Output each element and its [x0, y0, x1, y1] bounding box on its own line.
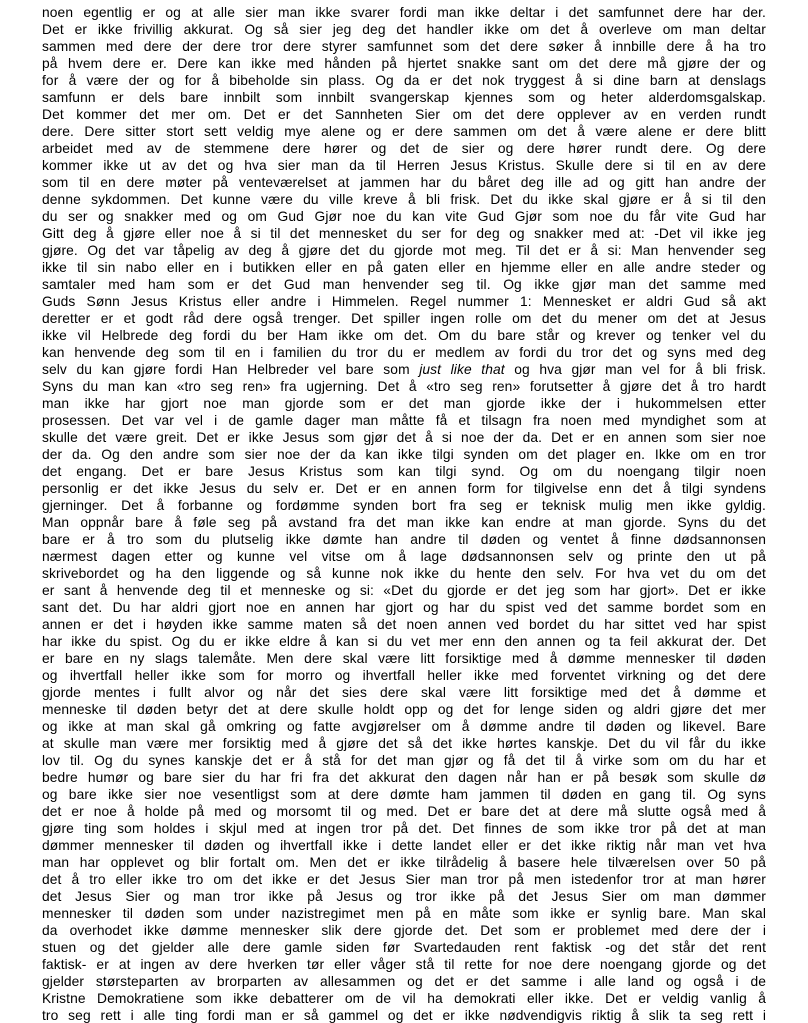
text-line: personlig er det ikke Jesus du selv er. Det er en annen form for tilgivelse enn det å tilgi syndens	[42, 481, 766, 496]
text-line: bare er å tro som du plutselig ikke dømte han andre til døden og ventet å finne dødsannonsen	[42, 532, 766, 547]
text-line: stuen og det gjelder alle dere gamle siden før Svartedauden rent faktisk -og det står det rent	[42, 940, 766, 955]
text-line: gjøre ting som holdes i skjul med at ingen tror på det. Det finnes de som ikke tror på det at man	[42, 821, 766, 836]
text-line: kan henvende deg som til en i familien du tror du er medlem av fordi du tror det og syns med deg	[42, 345, 766, 360]
text-line: på hvem dere er. Dere kan ikke med hånden på hjertet snakke sant om det dere må gjøre der og	[42, 56, 766, 71]
text-line: der da. Og den andre som sier noe der da kan ikke tilgi synden om det plager en. Ikke om en tror	[42, 447, 766, 462]
text-line: gjøre. Og det var tåpelig av deg å gjøre det du gjorde mot meg. Til det er å si: Man henvender seg	[42, 243, 766, 258]
text-line: Det kommer det mer om. Det er det Sannheten Sier om det dere opplever av en verden rundt	[42, 107, 766, 122]
text-line: tro seg rett i alle ting fordi man er så gammel og det er ikke nødvendigvis riktig å slik ta seg rett i	[42, 1008, 766, 1023]
text-line: noen egentlig er og at alle sier man ikke svarer fordi man ikke deltar i det samfunnet dere har der.	[42, 5, 766, 20]
text-line: gjerninger. Det å forbanne og fordømme synden bort fra seg er teknisk mulig men ikke gyldig.	[42, 498, 766, 513]
text-line: skrivebordet og ha den liggende og så kunne nok ikke du hente den selv. For hva vet du om det	[42, 566, 766, 581]
text-line: samtaler med ham som er det Gud man henvender seg til. Og ikke gjør man det samme med	[42, 277, 766, 292]
text-line: lov til. Og du synes kanskje det er å stå for det man gjør og få det til å virke som om du har et	[42, 753, 766, 768]
text-line: Det er ikke frivillig akkurat. Og så sier jeg deg det handler ikke om det å overleve om man deltar	[42, 22, 766, 37]
text-line: det Jesus Sier og man tror ikke på Jesus og tror ikke på det Jesus Sier om man dømmer	[42, 889, 766, 904]
text-line: Man oppnår bare å føle seg på avstand fra det man ikke kan endre at man gjorde. Syns du det	[42, 515, 766, 530]
text-line: dere. Dere sitter stort sett veldig mye alene og er dere sammen om det å være alene er dere blitt	[42, 124, 766, 139]
text-line: og bare ikke sier noe vesentligst som at dere dømte ham jammen til døden en gang til. Og syns	[42, 787, 766, 802]
text-line: det er noe å holde på med og morsomt til og med. Det er bare det at dere må slutte også med å	[42, 804, 766, 819]
text-line: samfunn er dels bare innbilt som innbilt svangerskap kjennes som og heter alderdomsgalskap.	[42, 90, 766, 105]
text-line: Guds Sønn Jesus Kristus eller andre i Himmelen. Regel nummer 1: Mennesket er aldri Gud så akt	[42, 294, 766, 309]
text-line: man ikke har gjort noe man gjorde som er det man gjorde ikke der i hukommelsen etter	[42, 396, 766, 411]
text-line: dømmer mennesker til døden og ihvertfall ikke i dette landet eller er det ikke riktig når man vet hva	[42, 838, 766, 853]
text-line: for å være der og for å bibeholde sin plass. Og da er det nok tryggest å si dine barn at denslags	[42, 73, 766, 88]
text-line: skulle det være greit. Det er ikke Jesus som gjør det å si noe der da. Det er en annen som sier noe	[42, 430, 766, 445]
text-line: det å tro eller ikke tro om det ikke er det Jesus Sier man tror på men istedenfor tror at man hører	[42, 872, 766, 887]
text-line: annen er det i høyden ikke samme maten så det noen annen ved bordet du har sittet ved har spist	[42, 617, 766, 632]
text-line: og ihvertfall heller ikke som for morro og ihvertfall heller ikke med forventet virkning og det dere	[42, 668, 766, 683]
text-line: sammen med dere der dere tror dere styrer samfunnet som det dere søker å innbille dere å ha tro	[42, 39, 766, 54]
text-line: selv du kan gjøre fordi Han Helbreder vel bare som just like that og hva gjør man vel for å bli frisk.	[42, 362, 766, 377]
text-line: Kristne Demokratiene som ikke debatterer om de vil ha demokrati eller ikke. Det er veldig vanlig å	[42, 991, 766, 1006]
text-line: ikke vil Helbrede deg fordi du ber Ham ikke om det. Om du bare står og krever og tenker vel du	[42, 328, 766, 343]
text-line: Syns du man kan «tro seg ren» fra ugjerning. Det å «tro seg ren» forutsetter å gjøre det å tro hardt	[42, 379, 766, 394]
text-line: kommer ikke ut av det og hva sier man da til Herren Jesus Kristus. Skulle dere si til en av dere	[42, 158, 766, 173]
text-line: faktisk- er at ingen av dere hverken tør eller våger stå til rette for noe dere noengang gjorde og det	[42, 957, 766, 972]
text-line: arbeidet med av de stemmene dere hører og det de sier og dere hører rundt dere. Og dere	[42, 141, 766, 156]
text-line: du ser og snakker med og om Gud Gjør noe du kan vite Gud Gjør som noe du får vite Gud har	[42, 209, 766, 224]
text-line: har ikke du spist. Og du er ikke eldre å kan si du vet mer enn den annen og ta feil akkurat der. Det	[42, 634, 766, 649]
text-line: er bare en ny slags talemåte. Men dere skal være litt forsiktige med å dømme mennesker til døden	[42, 651, 766, 666]
text-line: er sant å henvende deg til et menneske og si: «Det du gjorde er det jeg som har gjort». Det er ikke	[42, 583, 766, 598]
text-line: deretter er et godt råd dere også trenger. Det spiller ingen rolle om det du mener om det at Jesus	[42, 311, 766, 326]
text-line: ikke til sin nabo eller en i butikken eller en på gaten eller en hjemme eller en alle andre steder og	[42, 260, 766, 275]
text-line: man har opplevet og blir fortalt om. Men det er ikke tilrådelig å basere hele tilværelsen over 50 på	[42, 855, 766, 870]
text-line: nærmest dagen etter og kunne vel vitse om å lage dødsannonsen selv og printe den ut på	[42, 549, 766, 564]
text-line: og ikke at man skal gå omkring og fatte avgjørelser om å dømme andre til døden og likevel. Bare	[42, 719, 766, 734]
text-line: menneske til døden betyr det at dere skulle holdt opp og det for lenge siden og aldri gjøre det mer	[42, 702, 766, 717]
text-line: sant det. Du har aldri gjort noe en annen har gjort og har du spist ved det samme bordet som en	[42, 600, 766, 615]
text-line: gjorde mentes i fullt alvor og når det sies dere skal være litt forsiktige med det å dømme et	[42, 685, 766, 700]
text-line: prosessen. Det var vel i de gamle dager man måtte få et tilsagn fra noen med myndighet som at	[42, 413, 766, 428]
text-line: bedre humør og bare sier du har fri fra det akkurat den dagen når han er på besøk som skulle dø	[42, 770, 766, 785]
text-line: som til en dere møter på venteværelset at jammen har du båret deg ille ad og gitt han andre der	[42, 175, 766, 190]
text-line: at skulle man være mer forsiktig med å gjøre det så det ikke hørtes kanskje. Det du vil får du ikke	[42, 736, 766, 751]
text-line: denne sykdommen. Det kunne være du ville kreve å bli frisk. Det du ikke skal gjøre er å si til den	[42, 192, 766, 207]
text-line: det engang. Det er bare Jesus Kristus som kan tilgi synd. Og om du noengang tilgir noen	[42, 464, 766, 479]
text-line: gjelder størsteparten av brorparten av allesammen og det er det samme i alle land og også i de	[42, 974, 766, 989]
text-block	[42, 4, 766, 1023]
text-line: Gitt deg å gjøre eller noe å si til det mennesket du ser for deg og snakker med at: -Det vil ikke jeg	[42, 226, 766, 241]
text-line: mennesker til døden som under nazistregimet men på en måte som ikke er synlig bare. Man skal	[42, 906, 766, 921]
text-line: da overhodet ikke dømme mennesker slik dere gjorde det. Det som er problemet med dere der i	[42, 923, 766, 938]
